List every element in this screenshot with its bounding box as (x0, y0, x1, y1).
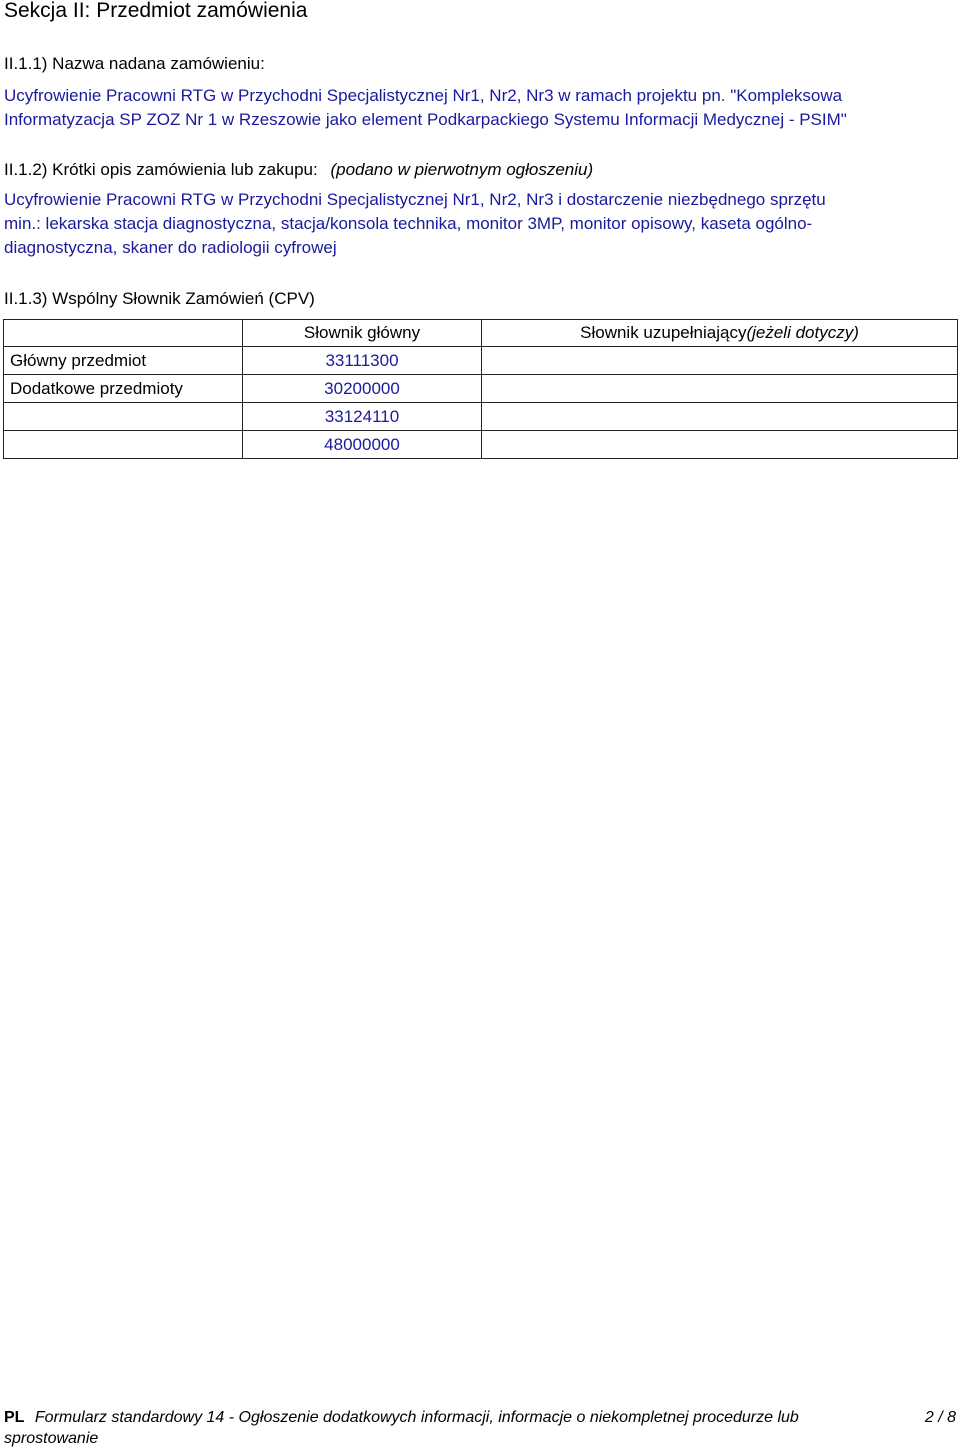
item-1-2-value (4, 188, 826, 260)
cpv-additional-supp-1 (482, 375, 958, 403)
cpv-additional-label: Dodatkowe przedmioty (4, 375, 243, 403)
footer-text: Formularz standardowy 14 - Ogłoszenie dodatkowych informacji, informacje o niekompletnej procedurze lub (34, 1409, 799, 1426)
cpv-additional-supp-3 (482, 431, 958, 459)
table-row (4, 431, 958, 459)
section-title: Sekcja II: Przedmiot zamówienia (4, 0, 308, 22)
item-1-2-heading (4, 159, 593, 181)
footer-lang: PL (4, 1409, 25, 1426)
cpv-additional-code-1: 30200000 (243, 375, 482, 403)
item-1-1-value (4, 84, 847, 132)
item-1-2-line3: diagnostyczna, skaner do radiologii cyfrowej (4, 238, 337, 257)
item-1-1-line2: Informatyzacja SP ZOZ Nr 1 w Rzeszowie jako element Podkarpackiego Systemu Informacji Medycznej - PSIM" (4, 110, 847, 129)
item-1-2-line2: min.: lekarska stacja diagnostyczna, stacja/konsola technika, monitor 3MP, monitor opisowy, kaseta ogólno- (4, 214, 813, 233)
item-1-2-line1: Ucyfrowienie Pracowni RTG w Przychodni Specjalistycznej Nr1, Nr2, Nr3 i dostarczenie niezbędnego sprzętu (4, 190, 826, 209)
table-row (4, 403, 958, 431)
cpv-header-supp-label: Słownik uzupełniający (580, 323, 747, 342)
cpv-additional-supp-2 (482, 403, 958, 431)
cpv-additional-empty-2 (4, 403, 243, 431)
page-footer (4, 1407, 874, 1449)
cpv-main-label: Główny przedmiot (4, 347, 243, 375)
cpv-additional-code-2: 33124110 (243, 403, 482, 431)
footer-text-2: sprostowanie (4, 1430, 99, 1447)
item-1-1-line1: Ucyfrowienie Pracowni RTG w Przychodni Specjalistycznej Nr1, Nr2, Nr3 w ramach projektu pn. "Kompleksowa (4, 86, 843, 105)
table-row (4, 347, 958, 375)
cpv-main-supp (482, 347, 958, 375)
cpv-header-row (4, 320, 958, 347)
cpv-main-code: 33111300 (243, 347, 482, 375)
cpv-header-supp-note: (jeżeli dotyczy) (746, 323, 859, 342)
item-1-3-label: II.1.3) Wspólny Słownik Zamówień (CPV) (4, 289, 315, 308)
item-1-2-label: II.1.2) Krótki opis zamówienia lub zakupu: (4, 160, 318, 179)
item-1-1-label: II.1.1) Nazwa nadana zamówieniu: (4, 54, 265, 73)
cpv-additional-empty-3 (4, 431, 243, 459)
item-1-2-note: (podano w pierwotnym ogłoszeniu) (330, 160, 594, 179)
cpv-header-supp (482, 320, 958, 347)
cpv-additional-code-3: 48000000 (243, 431, 482, 459)
cpv-table (3, 319, 958, 459)
table-row (4, 375, 958, 403)
cpv-header-main: Słownik główny (243, 320, 482, 347)
page-number: 2 / 8 (924, 1409, 956, 1426)
cpv-header-empty (4, 320, 243, 347)
